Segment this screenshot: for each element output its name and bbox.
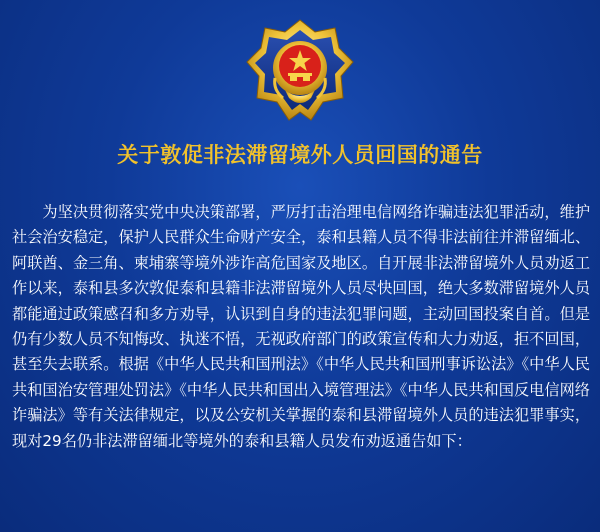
notice-title: 关于敦促非法滞留境外人员回国的通告 (117, 143, 483, 167)
police-emblem-icon (245, 18, 355, 126)
notice-body: 为坚决贯彻落实党中央决策部署，严厉打击治理电信网络诈骗违法犯罪活动，维护社会治安稳定，保护人民群众生命财产安全，泰和县籍人员不得非法前往并滞留缅北、阿联酋、金三角、柬埔寨等境外涉诈高危国家及地区。自开展非法滞留境外人员劝返工作以来，泰和县多次敦促泰和县籍非法滞留境外人员尽快回国，绝大多数滞留境外人员都能通过政策感召和多方劝导，认识到自身的违法犯罪问题，主动回国投案自首。但是仍有少数人员不知悔改、执迷不悟，无视政府部门的政策宣传和大力劝返，拒不回国，甚至失去联系。根据《中华人民共和国刑法》《中华人民共和国刑事诉讼法》《中华人民共和国治安管理处罚法》《中华人民共和国出入境管理法》《中华人民共和国反电信网络诈骗法》等有关法律规定，以及公安机关掌握的泰和县滞留境外人员的违法犯罪事实，现对29名仍非法滞留缅北等境外的泰和县籍人员发布劝返通告如下： (12, 203, 590, 450)
